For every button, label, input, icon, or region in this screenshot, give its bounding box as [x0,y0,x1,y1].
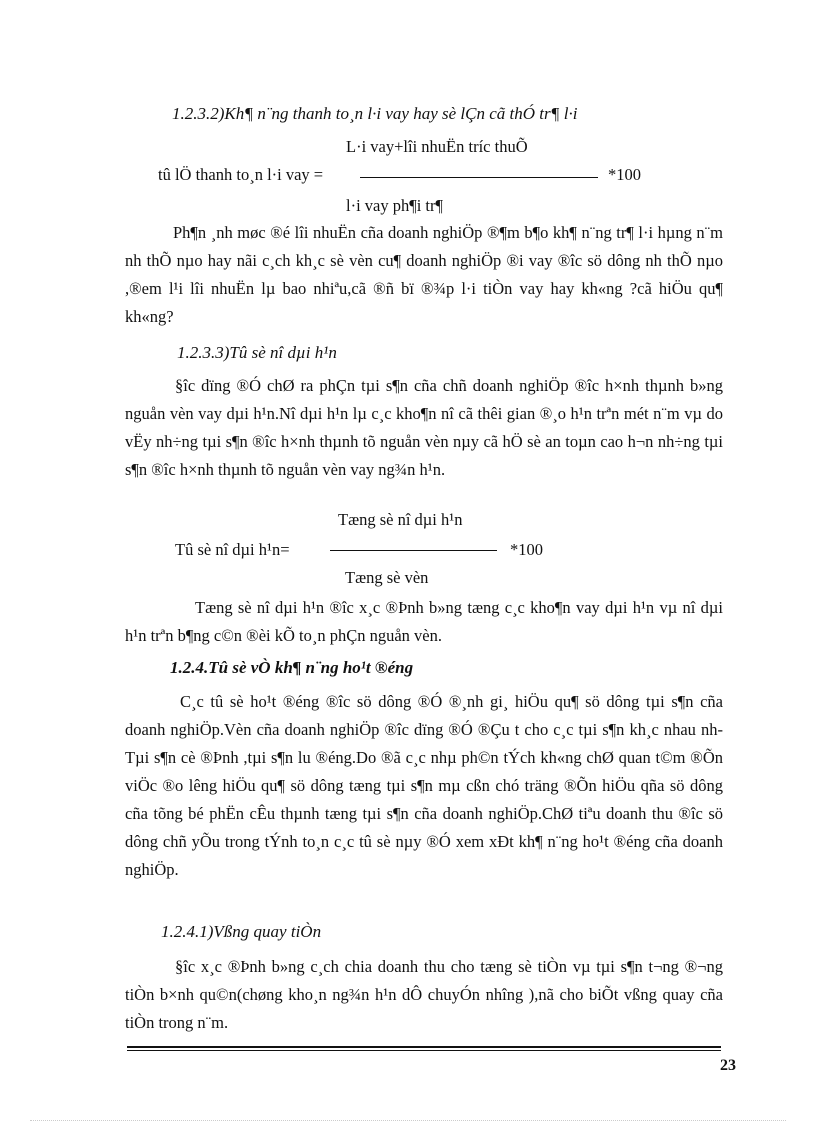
formula1-multiplier: *100 [608,165,641,184]
formula2-denominator: Tæng sè vèn [345,568,429,587]
paragraph-cash-turnover: §îc x¸c ®Þnh b»ng c¸ch chia doanh thu cho tæng sè tiÒn vµ tµi s¶n t¬ng ®¬ng tiÒn b×nh qu©n(chøng kho¸n ng¾n h¹n dÔ chuyÓn nhîng ),nã cho biÕt vßng quay cña tiÒn trong n¨m. [125,957,723,1032]
heading-1-2-3-2: 1.2.3.2)Kh¶ n¨ng thanh to¸n l·i vay hay sè lÇn cã thÓ tr¶ l·i [172,104,578,123]
paragraph-interest-coverage: Ph¶n ¸nh møc ®é lîi nhuËn cña doanh nghiÖp ®¶m b¶o kh¶ n¨ng tr¶ l·i hµng n¨m nh thÕ nµo hay nãi c¸ch kh¸c sè vèn cu¶ doanh nghiÖp ®i vay ®îc sö dông nh thÕ nµo ,®em l¹i lîi nhuËn lµ bao nhiªu,cã ®ñ bï ®¾p l·i tiÒn vay hay kh«ng ?cã hiÖu qu¶ kh«ng? [125,223,723,326]
footer-rule-thick [127,1046,721,1048]
formula1-fraction-line [360,177,598,178]
footer-rule-thin [127,1050,721,1051]
heading-1-2-3-3: 1.2.3.3)Tû sè nî dµi h¹n [177,343,337,362]
page-number: 23 [720,1057,736,1074]
formula2-numerator: Tæng sè nî dµi h¹n [338,510,463,529]
formula1-numerator: L·i vay+lîi nhuËn tríc thuÕ [346,137,528,156]
formula1-denominator: l·i vay ph¶i tr¶ [346,196,443,215]
heading-1-2-4-1: 1.2.4.1)Vßng quay tiÒn [161,922,322,941]
paragraph-activity-ratios: C¸c tû sè ho¹t ®éng ®îc sö dông ®Ó ®¸nh gi¸ hiÖu qu¶ sö dông tµi s¶n cña doanh nghiÖp.Vèn cña doanh nghiÖp ®îc dïng ®Ó ®Çu t cho c¸c tµi s¶n kh¸c nhau nh Tµi s¶n cè ®Þnh ,tµi s¶n lu ®éng.Do ®ã c¸c nhµ ph©n tÝch kh«ng chØ quan t©m ®Õn viÖc ®o lêng hiÖu qu¶ sö dông tæng tµi s¶n mµ cßn chó träng ®Õn hiÖu qña sö dông cña tõng bé phËn cÊu thµnh tæng tµi s¶n cña doanh nghiÖp.ChØ tiªu doanh thu ®îc sö dông chñ yÕu trong tÝnh to¸n c¸c tû sè nµy ®Ó xem xÐt kh¶ n¨ng ho¹t ®éng cña doanh nghiÖp. [125,692,723,879]
paragraph-long-term-debt: §îc dïng ®Ó chØ ra phÇn tµi s¶n cña chñ doanh nghiÖp ®îc h×nh thµnh b»ng nguån vèn vay dµi h¹n.Nî dµi h¹n lµ c¸c kho¶n nî cã thêi gian ®¸o h¹n trªn mét n¨m vµ do vËy nh÷ng tµi s¶n ®îc h×nh thµnh tõ nguån vèn nµy cã hÖ sè an toµn cao h¬n nh÷ng tµi s¶n ®îc h×nh thµnh tõ nguån vèn vay ng¾n h¹n. [125,376,723,479]
formula2-fraction-line [330,550,497,551]
heading-1-2-4: 1.2.4.Tû sè vÒ kh¶ n¨ng ho¹t ®éng [170,658,414,677]
paragraph-long-term-debt-definition: Tæng sè nî dµi h¹n ®îc x¸c ®Þnh b»ng tæng c¸c kho¶n vay dµi h¹n vµ nî dµi h¹n trªn b¶ng c©n ®èi kÕ to¸n phÇn nguån vèn. [125,598,723,645]
page-bottom-dotted-border [30,1120,786,1121]
formula1-label: tû lÖ thanh to¸n l·i vay = [158,165,324,184]
formula2-multiplier: *100 [510,540,543,559]
formula2-label: Tû sè nî dµi h¹n= [175,540,290,559]
